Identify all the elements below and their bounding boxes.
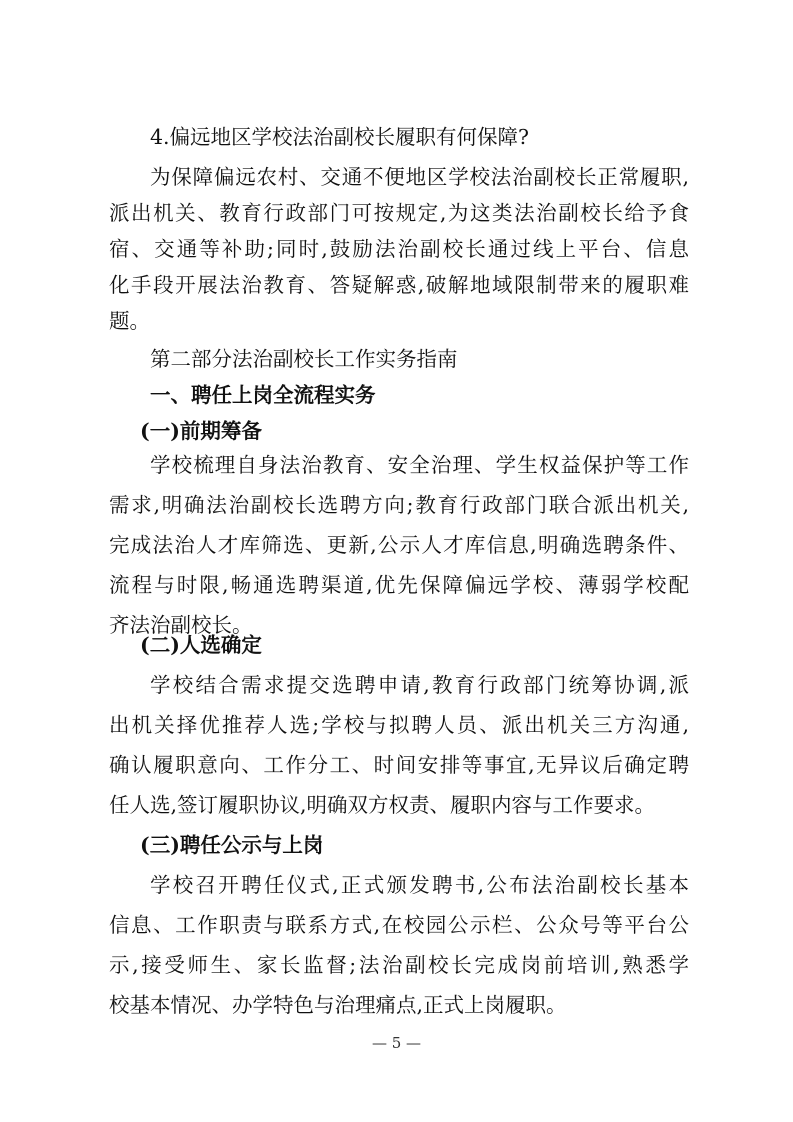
sub1-para-line: 学校梳理自身法治教育、安全治理、学生权益保护等工作 — [150, 453, 689, 477]
sub3-para-line: 校基本情况、办学特色与治理痛点,正式上岗履职。 — [109, 993, 567, 1017]
sub1-para-line: 齐法治副校长。 — [109, 613, 253, 637]
sub1-para-line: 完成法治人才库筛选、更新,公示人才库信息,明确选聘条件、 — [109, 533, 689, 557]
q4-para-line: 宿、交通等补助;同时,鼓励法治副校长通过线上平台、信息 — [109, 237, 689, 261]
sub2-para-line: 出机关择优推荐人选;学校与拟聘人员、派出机关三方沟通, — [109, 713, 689, 737]
part2-title: 第二部分法治副校长工作实务指南 — [150, 347, 458, 371]
sub3-para-line: 信息、工作职责与联系方式,在校园公示栏、公众号等平台公 — [109, 913, 689, 937]
page-number: — 5 — — [371, 1034, 422, 1052]
sub1-para-line: 需求,明确法治副校长选聘方向;教育行政部门联合派出机关, — [109, 493, 689, 517]
sub2-para-line: 确认履职意向、工作分工、时间安排等事宜,无异议后确定聘 — [109, 753, 689, 777]
q4-para-line: 为保障偏远农村、交通不便地区学校法治副校长正常履职, — [150, 165, 689, 189]
sub3-para-line: 示,接受师生、家长监督;法治副校长完成岗前培训,熟悉学 — [109, 953, 689, 977]
q4-heading: 4.偏远地区学校法治副校长履职有何保障? — [150, 125, 530, 149]
q4-para-line: 题。 — [109, 309, 150, 333]
sub2-para-line: 任人选,签订履职协议,明确双方权责、履职内容与工作要求。 — [109, 793, 656, 817]
section1-title: 一、聘任上岗全流程实务 — [150, 383, 376, 407]
sub3-title: (三)聘任公示与上岗 — [140, 833, 324, 857]
sub2-title: (二)人选确定 — [140, 633, 262, 657]
sub1-title: (一)前期筹备 — [140, 419, 262, 443]
q4-para-line: 化手段开展法治教育、答疑解惑,破解地域限制带来的履职难 — [109, 273, 689, 297]
sub2-para-line: 学校结合需求提交选聘申请,教育行政部门统筹协调,派 — [150, 673, 689, 697]
sub1-para-line: 流程与时限,畅通选聘渠道,优先保障偏远学校、薄弱学校配 — [109, 573, 689, 597]
sub3-para-line: 学校召开聘任仪式,正式颁发聘书,公布法治副校长基本 — [150, 873, 689, 897]
q4-para-line: 派出机关、教育行政部门可按规定,为这类法治副校长给予食 — [109, 201, 689, 225]
